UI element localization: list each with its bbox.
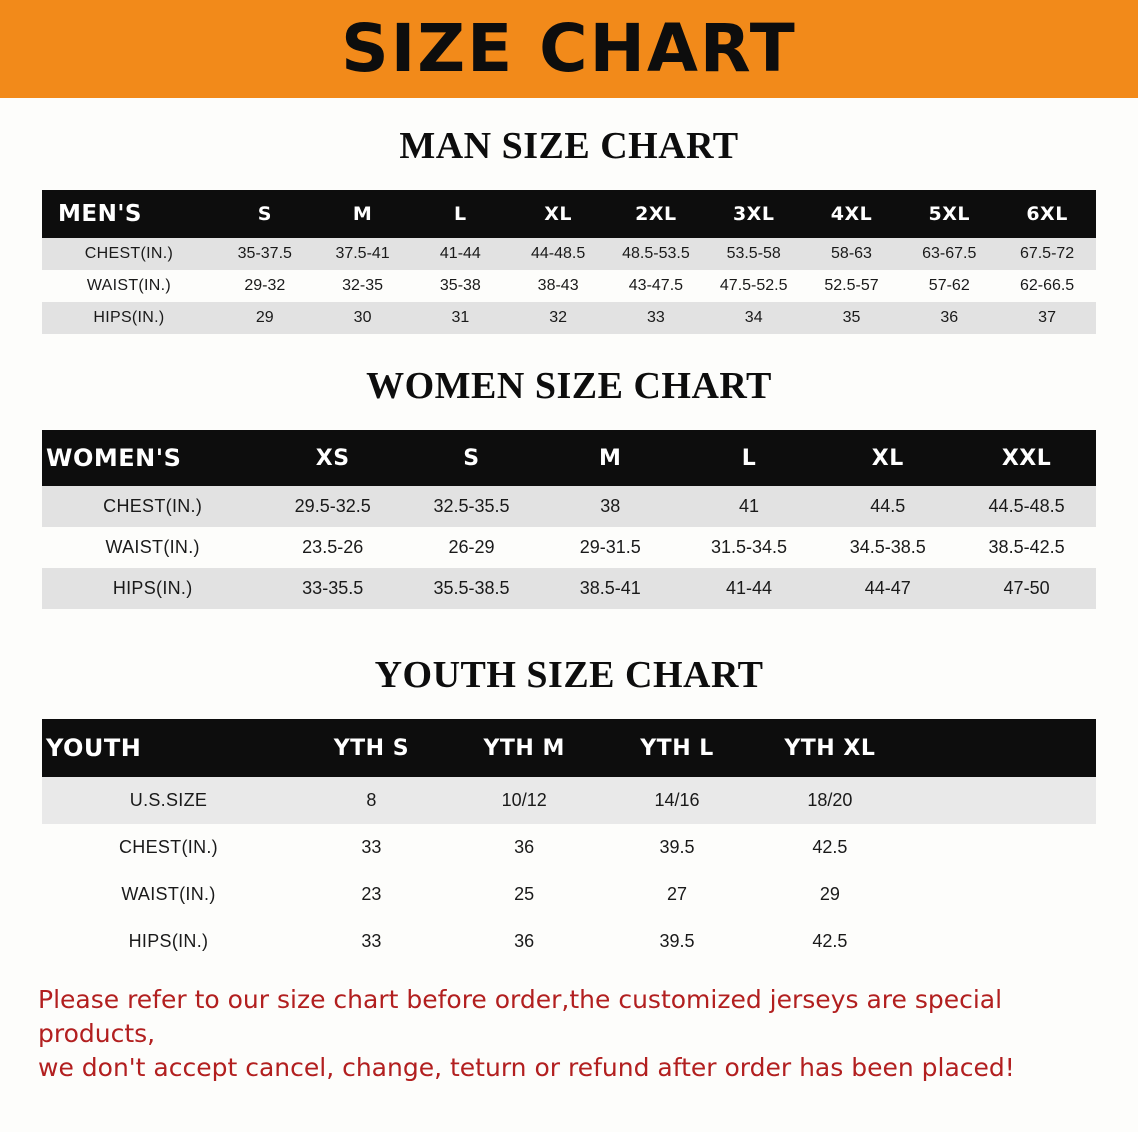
table-row (42, 302, 1096, 334)
women-cell-1-5: 38.5-42.5 (957, 527, 1096, 568)
youth-cell-3-2: 39.5 (601, 918, 754, 965)
youth-col-header-0: YTH S (295, 719, 448, 777)
disclaimer-line-2: we don't accept cancel, change, teturn or refund after order has been placed! (38, 1052, 1015, 1082)
youth-cell-3-0: 33 (295, 918, 448, 965)
man-section-title: MAN SIZE CHART (399, 125, 739, 167)
women-col-header-1: S (402, 430, 541, 486)
men-cell-0-4: 48.5-53.5 (607, 238, 705, 270)
youth-cell-1-1: 36 (448, 824, 601, 871)
table-row (42, 238, 1096, 270)
youth-cell-0-2: 14/16 (601, 777, 754, 824)
women-col-header-5: XXL (957, 430, 1096, 486)
men-cell-1-7: 57-62 (900, 270, 998, 302)
men-cell-2-7: 36 (900, 302, 998, 334)
youth-cell-1-0: 33 (295, 824, 448, 871)
men-cell-2-5: 34 (705, 302, 803, 334)
men-cell-2-6: 35 (803, 302, 901, 334)
men-header-row (42, 190, 1096, 238)
youth-cell-1-spacer (906, 824, 1096, 871)
men-col-header-0: S (216, 190, 314, 238)
table-row (42, 527, 1096, 568)
women-cell-0-0: 29.5-32.5 (263, 486, 402, 527)
women-cell-2-5: 47-50 (957, 568, 1096, 609)
women-col-header-4: XL (818, 430, 957, 486)
men-col-header-5: 3XL (705, 190, 803, 238)
men-cell-1-8: 62-66.5 (998, 270, 1096, 302)
women-cell-0-4: 44.5 (818, 486, 957, 527)
men-cell-0-3: 44-48.5 (509, 238, 607, 270)
men-cell-0-0: 35-37.5 (216, 238, 314, 270)
youth-table-head (42, 719, 1096, 777)
youth-cell-2-1: 25 (448, 871, 601, 918)
youth-col-header-1: YTH M (448, 719, 601, 777)
youth-size-table (42, 719, 1096, 965)
men-col-header-1: M (314, 190, 412, 238)
table-row (42, 871, 1096, 918)
women-row-label-2: HIPS(IN.) (42, 568, 263, 609)
men-cell-1-1: 32-35 (314, 270, 412, 302)
men-cell-1-6: 52.5-57 (803, 270, 901, 302)
men-cell-0-6: 58-63 (803, 238, 901, 270)
women-cell-1-3: 31.5-34.5 (680, 527, 819, 568)
youth-cell-3-1: 36 (448, 918, 601, 965)
page-title: SIZE CHART (341, 10, 797, 87)
women-cell-2-4: 44-47 (818, 568, 957, 609)
man-table-wrapper (0, 190, 1138, 334)
youth-cell-3-spacer (906, 918, 1096, 965)
table-row (42, 918, 1096, 965)
men-cell-2-0: 29 (216, 302, 314, 334)
youth-row-label-3: HIPS(IN.) (42, 918, 295, 965)
table-row (42, 568, 1096, 609)
women-cell-0-2: 38 (541, 486, 680, 527)
youth-cell-0-spacer (906, 777, 1096, 824)
men-col-header-7: 5XL (900, 190, 998, 238)
women-cell-0-1: 32.5-35.5 (402, 486, 541, 527)
youth-cell-1-3: 42.5 (753, 824, 906, 871)
youth-corner-header: YOUTH (42, 719, 295, 777)
men-cell-0-5: 53.5-58 (705, 238, 803, 270)
men-cell-0-7: 63-67.5 (900, 238, 998, 270)
youth-cell-0-3: 18/20 (753, 777, 906, 824)
women-cell-0-3: 41 (680, 486, 819, 527)
men-cell-1-2: 35-38 (411, 270, 509, 302)
women-cell-1-4: 34.5-38.5 (818, 527, 957, 568)
women-col-header-3: L (680, 430, 819, 486)
disclaimer-line-1: Please refer to our size chart before order,the customized jerseys are special products, (38, 985, 1003, 1048)
men-row-label-2: HIPS(IN.) (42, 302, 216, 334)
women-header-row (42, 430, 1096, 486)
men-cell-0-2: 41-44 (411, 238, 509, 270)
page-banner (0, 0, 1138, 98)
men-cell-2-1: 30 (314, 302, 412, 334)
youth-cell-2-0: 23 (295, 871, 448, 918)
men-table-body (42, 238, 1096, 334)
table-row (42, 824, 1096, 871)
youth-section-title: YOUTH SIZE CHART (374, 654, 764, 696)
men-row-label-1: WAIST(IN.) (42, 270, 216, 302)
women-cell-1-2: 29-31.5 (541, 527, 680, 568)
men-col-header-3: XL (509, 190, 607, 238)
women-cell-2-1: 35.5-38.5 (402, 568, 541, 609)
women-cell-2-3: 41-44 (680, 568, 819, 609)
women-cell-1-1: 26-29 (402, 527, 541, 568)
men-cell-0-8: 67.5-72 (998, 238, 1096, 270)
women-section-title: WOMEN SIZE CHART (366, 365, 772, 407)
youth-table-body (42, 777, 1096, 965)
men-row-label-0: CHEST(IN.) (42, 238, 216, 270)
youth-cell-2-2: 27 (601, 871, 754, 918)
women-corner-header: WOMEN'S (42, 430, 263, 486)
men-col-header-8: 6XL (998, 190, 1096, 238)
youth-col-header-3: YTH XL (753, 719, 906, 777)
table-row (42, 486, 1096, 527)
youth-cell-2-3: 29 (753, 871, 906, 918)
youth-row-label-0: U.S.SIZE (42, 777, 295, 824)
women-col-header-0: XS (263, 430, 402, 486)
men-cell-1-4: 43-47.5 (607, 270, 705, 302)
men-cell-1-3: 38-43 (509, 270, 607, 302)
men-cell-2-3: 32 (509, 302, 607, 334)
disclaimer-note (0, 983, 1138, 1084)
men-col-header-4: 2XL (607, 190, 705, 238)
youth-cell-3-3: 42.5 (753, 918, 906, 965)
men-col-header-2: L (411, 190, 509, 238)
women-cell-0-5: 44.5-48.5 (957, 486, 1096, 527)
women-table-wrapper (0, 430, 1138, 609)
youth-row-label-1: CHEST(IN.) (42, 824, 295, 871)
youth-cell-1-2: 39.5 (601, 824, 754, 871)
women-size-table (42, 430, 1096, 609)
youth-cell-0-0: 8 (295, 777, 448, 824)
women-col-header-2: M (541, 430, 680, 486)
women-cell-1-0: 23.5-26 (263, 527, 402, 568)
women-row-label-1: WAIST(IN.) (42, 527, 263, 568)
men-table-head (42, 190, 1096, 238)
women-table-head (42, 430, 1096, 486)
youth-header-row (42, 719, 1096, 777)
men-cell-2-2: 31 (411, 302, 509, 334)
women-cell-2-2: 38.5-41 (541, 568, 680, 609)
men-cell-0-1: 37.5-41 (314, 238, 412, 270)
men-corner-header: MEN'S (42, 190, 216, 238)
youth-table-wrapper (0, 719, 1138, 965)
youth-col-header-2: YTH L (601, 719, 754, 777)
youth-col-header-spacer (906, 719, 1096, 777)
table-row (42, 777, 1096, 824)
table-row (42, 270, 1096, 302)
youth-cell-0-1: 10/12 (448, 777, 601, 824)
youth-row-label-2: WAIST(IN.) (42, 871, 295, 918)
men-size-table (42, 190, 1096, 334)
men-cell-2-4: 33 (607, 302, 705, 334)
women-table-body (42, 486, 1096, 609)
women-row-label-0: CHEST(IN.) (42, 486, 263, 527)
women-cell-2-0: 33-35.5 (263, 568, 402, 609)
men-cell-2-8: 37 (998, 302, 1096, 334)
men-cell-1-0: 29-32 (216, 270, 314, 302)
men-cell-1-5: 47.5-52.5 (705, 270, 803, 302)
youth-cell-2-spacer (906, 871, 1096, 918)
men-col-header-6: 4XL (803, 190, 901, 238)
